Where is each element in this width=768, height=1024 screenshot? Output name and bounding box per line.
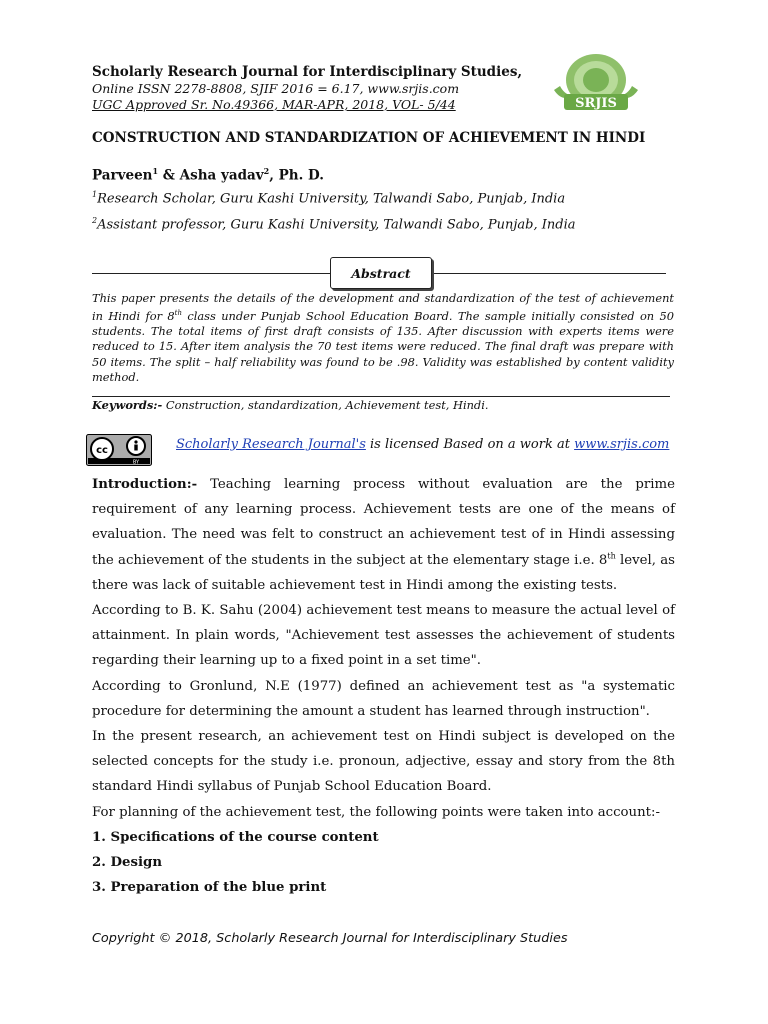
aff-1-sup: 1 — [92, 190, 98, 199]
intro-label: Introduction:- — [92, 477, 198, 492]
svg-text:cc: cc — [96, 445, 108, 456]
paragraph-gronlund: According to Gronlund, N.E (1977) defined an achievement test as "a systematic procedure for determining the amount a student has learned through instruction". — [92, 678, 675, 719]
author-2-sup: 2 — [263, 166, 270, 176]
paper-title: CONSTRUCTION AND STANDARDIZATION OF ACHIEVEMENT IN HINDI — [92, 130, 646, 146]
point-1: 1. Specifications of the course content — [92, 829, 379, 845]
abstract-rule-right — [432, 273, 666, 274]
intro-paragraph: Introduction:- Teaching learning process without evaluation are the prime requirement of any learning process. Achievement tests are one of the means of evaluation. The need was felt to construct an achievement test of in Hindi assessing the achievement of the students in the subject at the elementary stage i.e. 8th level, as there was lack of suitable achievement test in Hindi among the existing tests. — [92, 477, 675, 593]
paragraph-planning: For planning of the achievement test, the following points were taken into account:- — [92, 804, 660, 820]
logo-text: SRJIS — [575, 96, 617, 111]
paragraph-present-research: In the present research, an achievement test on Hindi subject is developed on the selected concepts for the study i.e. pronoun, adjective, essay and story from the 8th standard Hindi syllabus of Punjab School Education Board. — [92, 729, 675, 795]
keywords-label: Keywords:- — [92, 398, 163, 412]
aff-2-sup: 2 — [92, 216, 98, 225]
ugc-line: UGC Approved Sr. No.49366, MAR-APR, 2018, VOL- 5/44 — [92, 97, 456, 112]
abstract-rule-left — [92, 273, 330, 274]
journal-link[interactable]: Scholarly Research Journal's — [176, 437, 366, 452]
paragraph-sahu: According to B. K. Sahu (2004) achievement test means to measure the actual level of attainment. In plain words, "Achievement test assesses the achievement of students regarding their learning up to a fixed point in a set time". — [92, 603, 675, 669]
srjis-logo — [548, 50, 644, 114]
affiliation-1: $^1$Research Scholar, Guru Kashi University, Talwandi Sabo, Punjab, India — [92, 190, 566, 207]
point-3: 3. Preparation of the blue print — [92, 880, 327, 896]
license-line: Scholarly Research Journal's is licensed Based on a work at www.srjis.com — [176, 437, 670, 452]
journal-title: Scholarly Research Journal for Interdisciplinary Studies, — [92, 64, 523, 80]
author-1: Parveen — [92, 167, 153, 184]
keywords — [92, 398, 489, 412]
point-2: 2. Design — [92, 855, 163, 871]
issn-line: Online ISSN 2278-8808, SJIF 2016 = 6.17, www.srjis.com — [92, 81, 460, 96]
srjis-url-link[interactable]: www.srjis.com — [574, 437, 670, 452]
cc-by-license-icon[interactable] — [86, 434, 152, 466]
author-1-sup: 1 — [152, 166, 159, 176]
keywords-text: Construction, standardization, Achievement test, Hindi. — [162, 398, 489, 412]
svg-text:BY: BY — [132, 459, 140, 466]
author-line — [92, 166, 324, 184]
abstract-heading: Abstract — [330, 257, 432, 289]
author-suffix: , Ph. D. — [269, 167, 324, 184]
author-joiner: & Asha yadav — [158, 167, 264, 184]
abstract-text: This paper presents the details of the development and standardization of the test of achievement in Hindi for 8th class under Punjab School Education Board. The sample initially consisted on 50 students. The total items of first draft consists of 135. After discussion with experts items were reduced to 15. After item analysis the 70 test items were reduced. The final draft was prepare with 50 items. The split – half reliability was found to be .98. Validity was established by content validity method. — [92, 291, 674, 384]
keywords-rule — [92, 396, 670, 397]
affiliation-2: $^2$Assistant professor, Guru Kashi University, Talwandi Sabo, Punjab, India — [92, 216, 576, 233]
body-text — [92, 472, 675, 900]
copyright-footer: Copyright © 2018, Scholarly Research Journal for Interdisciplinary Studies — [92, 931, 568, 946]
abstract-sup: th — [174, 309, 182, 318]
